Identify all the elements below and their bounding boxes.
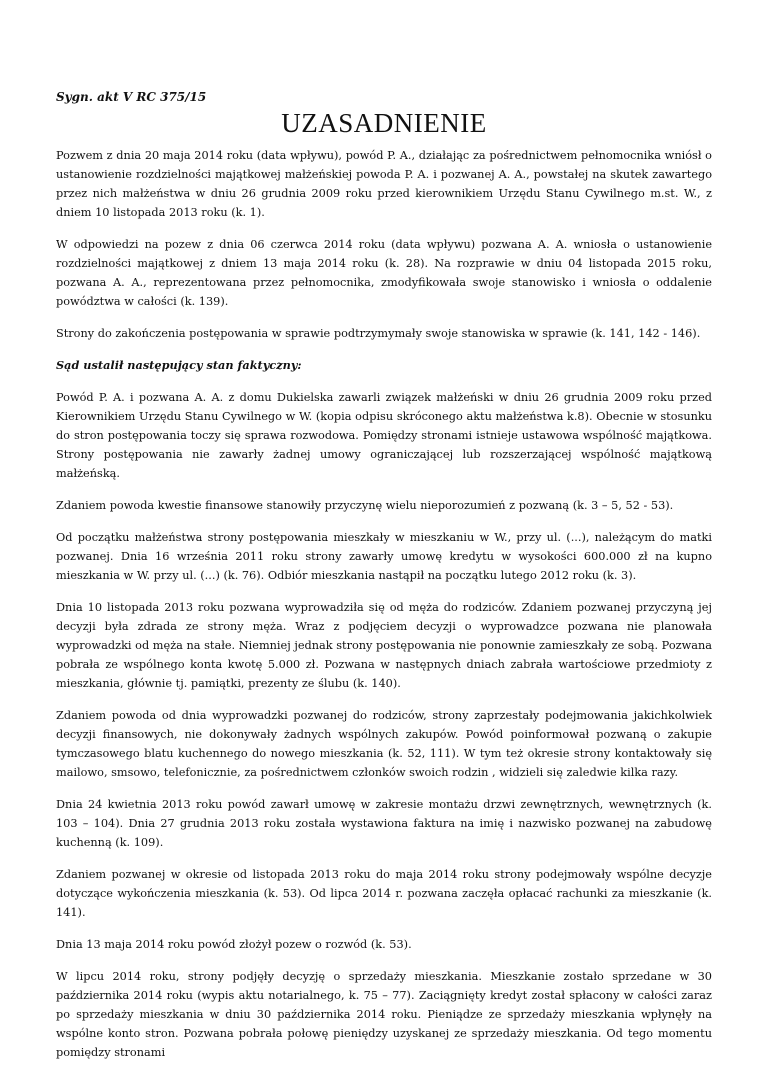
paragraph-3: Strony do zakończenia postępowania w sprawie podtrzymymały swoje stanowiska w sprawie (k. 141, 142 - 146). bbox=[56, 327, 701, 340]
paragraph-10: Dnia 24 kwietnia 2013 roku powód zawarł umowę w zakresie montażu drzwi zewnętrznych, wewnętrznych (k. 103 – 104). Dnia 27 grudnia 2013 roku została wystawiona faktura na imię i nazwisko pozwanej na zabudowę kuchenną (k. 109). bbox=[56, 798, 712, 849]
paragraph-6: Zdaniem powoda kwestie finansowe stanowiły przyczynę wielu nieporozumień z pozwaną (k. 3 – 5, 52 - 53). bbox=[56, 499, 674, 512]
case-number: Sygn. akt V RC 375/15 bbox=[56, 90, 207, 104]
paragraph-13: W lipcu 2014 roku, strony podjęły decyzję o sprzedaży mieszkania. Mieszkanie zostało sprzedane w 30 października 2014 roku (wypis aktu notarialnego, k. 75 – 77). Zaciągnięty kredyt został spłacony w całości zaraz po sprzedaży mieszkania w dniu 30 października 2014 roku. Pieniądze ze sprzedaży mieszkania wpłynęły na wspólne konto stron. Pozwana pobrała połowę pieniędzy uzyskanej ze sprzedaży mieszkania. Od tego momentu pomiędzy stronami bbox=[56, 970, 712, 1059]
paragraph-2: W odpowiedzi na pozew z dnia 06 czerwca 2014 roku (data wpływu) pozwana A. A. wniosła o ustanowienie rozdzielności majątkowej z dniem 13 maja 2014 roku (k. 28). Na rozprawie w dniu 04 listopada 2015 roku, pozwana A. A., reprezentowana przez pełnomocnika, zmodyfikowała swoje stanowisko i wniosła o oddalenie powództwa w całości (k. 139). bbox=[56, 238, 712, 308]
paragraph-8: Dnia 10 listopada 2013 roku pozwana wyprowadziła się od męża do rodziców. Zdaniem pozwanej przyczyną jej decyzji była zdrada ze strony męża. Wraz z podjęciem decyzji o wyprowadzce pozwana nie planowała wyprowadzki od męża na stałe. Niemniej jednak strony postępowania nie ponownie zamieszkały ze sobą. Pozwana pobrała ze wspólnego konta kwotę 5.000 zł. Pozwana w następnych dniach zabrała wartościowe przedmioty z mieszkania, głównie tj. pamiątki, prezenty ze ślubu (k. 140). bbox=[56, 601, 712, 690]
paragraph-7: Od początku małżeństwa strony postępowania mieszkały w mieszkaniu w W., przy ul. (...), należącym do matki pozwanej. Dnia 16 września 2011 roku strony zawarły umowę kredytu w wysokości 600.000 zł na kupno mieszkania w W. przy ul. (...) (k. 76). Odbiór mieszkania nastąpił na początku lutego 2012 roku (k. 3). bbox=[56, 531, 712, 582]
section-heading-facts: Sąd ustalił następujący stan faktyczny: bbox=[56, 358, 302, 372]
document-title: UZASADNIENIE bbox=[281, 108, 487, 138]
paragraph-11: Zdaniem pozwanej w okresie od listopada 2013 roku do maja 2014 roku strony podejmowały wspólne decyzje dotyczące wykończenia mieszkania (k. 53). Od lipca 2014 r. pozwana zaczęła opłacać rachunki za mieszkanie (k. 141). bbox=[56, 868, 712, 919]
paragraph-9: Zdaniem powoda od dnia wyprowadzki pozwanej do rodziców, strony zaprzestały podejmowania jakichkolwiek decyzji finansowych, nie dokonywały żadnych wspólnych zakupów. Powód poinformował pozwaną o zakupie tymczasowego blatu kuchennego do nowego mieszkania (k. 52, 111). W tym też okresie strony kontaktowały się mailowo, smsowo, telefonicznie, za pośrednictwem członków swoich rodzin , widzieli się zaledwie kilka razy. bbox=[56, 709, 712, 779]
paragraph-5: Powód P. A. i pozwana A. A. z domu Dukielska zawarli związek małżeński w dniu 26 grudnia 2009 roku przed Kierownikiem Urzędu Stanu Cywilnego w W. (kopia odpisu skróconego aktu małżeństwa k.8). Obecnie w stosunku do stron postępowania toczy się sprawa rozwodowa. Pomiędzy stronami istnieje ustawowa wspólność majątkowa. Strony postępowania nie zawarły żadnej umowy ograniczającej lub rozszerzającej wspólność majątkową małżeńską. bbox=[56, 391, 712, 480]
document-body bbox=[56, 146, 712, 1075]
paragraph-1: Pozwem z dnia 20 maja 2014 roku (data wpływu), powód P. A., działając za pośrednictwem pełnomocnika wniósł o ustanowienie rozdzielności majątkowej małżeńskiej powoda P. A. i pozwanej A. A., powstałej na skutek zawartego przez nich małżeństwa w dniu 26 grudnia 2009 roku przed kierownikiem Urzędu Stanu Cywilnego m.st. W., z dniem 10 listopada 2013 roku (k. 1). bbox=[56, 149, 712, 219]
paragraph-12: Dnia 13 maja 2014 roku powód złożył pozew o rozwód (k. 53). bbox=[56, 938, 412, 951]
